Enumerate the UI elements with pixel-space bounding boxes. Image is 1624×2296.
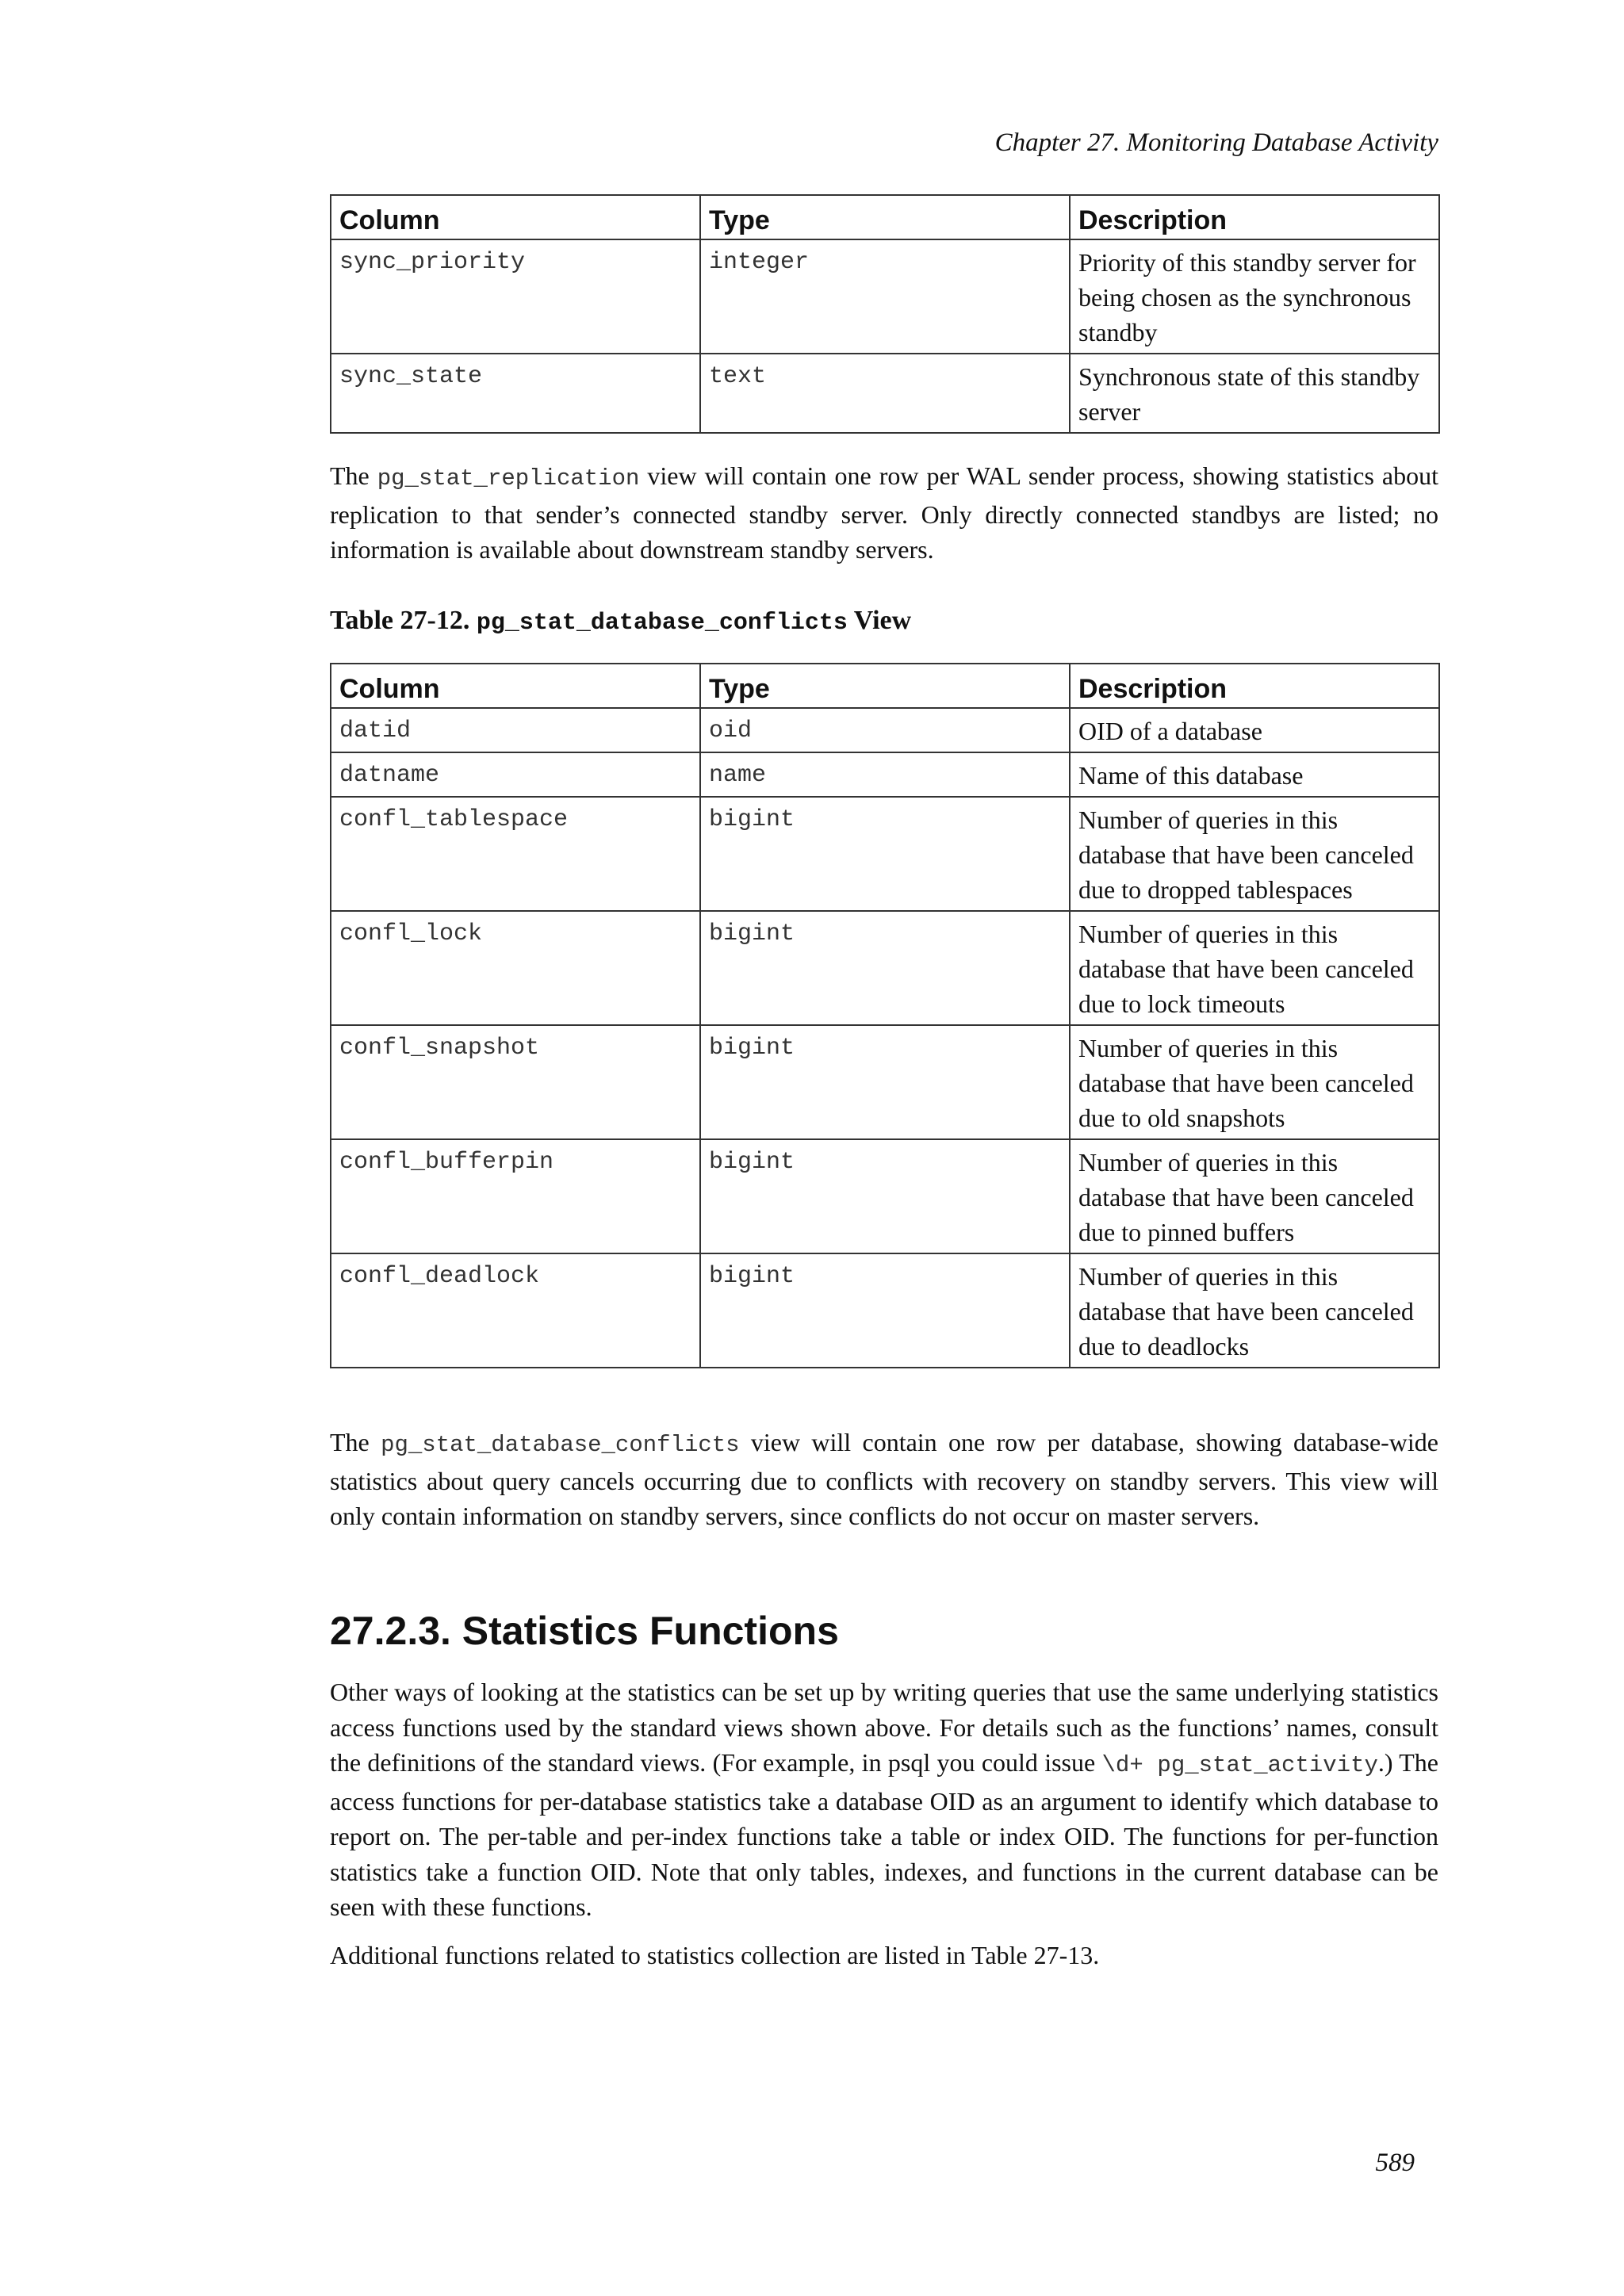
page-number: 589 xyxy=(1375,2149,1415,2177)
conflicts-paragraph: The pg_stat_database_conflicts view will contain one row per database, showing database-wide statistics about query cancels occurring due to conflicts with recovery on standby servers. This view will only contain information on standby servers, since conflicts do not occur on master servers. xyxy=(330,1428,1439,1530)
type-header: Type xyxy=(700,664,1070,708)
description-cell: Priority of this standby server for being chosen as the synchronous standby xyxy=(1070,239,1439,354)
inline-code: pg_stat_replication xyxy=(377,465,640,492)
table-header-row xyxy=(331,664,1439,708)
column-name-cell: datname xyxy=(331,752,700,797)
column-name-cell: confl_snapshot xyxy=(331,1025,700,1139)
additional-functions-paragraph: Additional functions related to statistics collection are listed in Table 27-13. xyxy=(330,1941,1100,1969)
description-cell: Synchronous state of this standby server xyxy=(1070,354,1439,433)
type-header: Type xyxy=(700,195,1070,239)
description-cell: Number of queries in this database that have been canceled due to deadlocks xyxy=(1070,1253,1439,1368)
column-name-cell: sync_priority xyxy=(331,239,700,354)
description-cell: Number of queries in this database that have been canceled due to dropped tablespaces xyxy=(1070,797,1439,911)
type-cell: bigint xyxy=(700,1139,1070,1253)
type-cell: oid xyxy=(700,708,1070,752)
table-row xyxy=(331,911,1439,1025)
column-header: Column xyxy=(331,195,700,239)
column-name-cell: sync_state xyxy=(331,354,700,433)
type-cell: text xyxy=(700,354,1070,433)
description-cell: Number of queries in this database that have been canceled due to old snapshots xyxy=(1070,1025,1439,1139)
description-cell: OID of a database xyxy=(1070,708,1439,752)
type-cell: name xyxy=(700,752,1070,797)
column-name-cell: confl_tablespace xyxy=(331,797,700,911)
table-row xyxy=(331,1139,1439,1253)
database-conflicts-table xyxy=(330,663,1440,1368)
column-name-cell: confl_deadlock xyxy=(331,1253,700,1368)
description-cell: Number of queries in this database that have been canceled due to pinned buffers xyxy=(1070,1139,1439,1253)
section-heading: 27.2.3. Statistics Functions xyxy=(330,1609,839,1653)
type-cell: bigint xyxy=(700,911,1070,1025)
statistics-functions-paragraph: Other ways of looking at the statistics can be set up by writing queries that use the same underlying statistics access functions used by the standard views shown above. For details such as the functions’ names, consult the definitions of the standard views. (For example, in psql you could issue \d+ pg_stat_activity.) The access functions for per-database statistics take a database OID as an argument to identify which database to report on. The per-table and per-index functions take a table or index OID. The functions for per-function statistics take a function OID. Note that only tables, indexes, and functions in the current database can be seen with these functions. xyxy=(330,1678,1439,1921)
column-name-cell: confl_lock xyxy=(331,911,700,1025)
table-row xyxy=(331,797,1439,911)
inline-code: pg_stat_database_conflicts xyxy=(381,1432,740,1458)
description-cell: Name of this database xyxy=(1070,752,1439,797)
table-row xyxy=(331,752,1439,797)
column-name-cell: confl_bufferpin xyxy=(331,1139,700,1253)
table-row xyxy=(331,1025,1439,1139)
table-header-row xyxy=(331,195,1439,239)
replication-columns-table xyxy=(330,194,1440,434)
table-row xyxy=(331,1253,1439,1368)
description-header: Description xyxy=(1070,195,1439,239)
inline-code: \d+ pg_stat_activity xyxy=(1101,1752,1378,1778)
table-row xyxy=(331,354,1439,433)
table-row xyxy=(331,239,1439,354)
inline-code: pg_stat_database_conflicts xyxy=(476,610,848,637)
replication-paragraph: The pg_stat_replication view will contain one row per WAL sender process, showing statistics about replication to that sender’s connected standby server. Only directly connected standbys are listed; no information is available about downstream standby servers. xyxy=(330,461,1438,564)
column-header: Column xyxy=(331,664,700,708)
description-header: Description xyxy=(1070,664,1439,708)
description-cell: Number of queries in this database that have been canceled due to lock timeouts xyxy=(1070,911,1439,1025)
type-cell: bigint xyxy=(700,797,1070,911)
table-caption: Table 27-12. pg_stat_database_conflicts View xyxy=(330,606,912,637)
table-row xyxy=(331,708,1439,752)
type-cell: bigint xyxy=(700,1253,1070,1368)
type-cell: integer xyxy=(700,239,1070,354)
column-name-cell: datid xyxy=(331,708,700,752)
type-cell: bigint xyxy=(700,1025,1070,1139)
running-header: Chapter 27. Monitoring Database Activity xyxy=(994,128,1438,157)
